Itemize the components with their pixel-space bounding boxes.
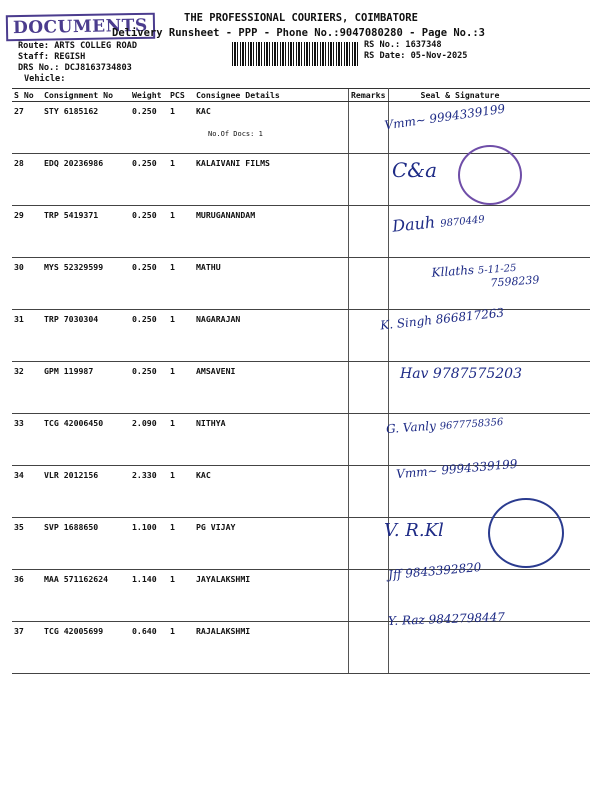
row-sno: 32	[12, 362, 42, 414]
row-remarks	[349, 206, 389, 258]
row-pcs: 1	[168, 466, 194, 518]
row-consignment: TRP 7030304	[42, 310, 130, 362]
row-pcs: 1	[168, 310, 194, 362]
row-sno: 33	[12, 414, 42, 466]
row-pcs: 1	[168, 154, 194, 206]
barcode	[232, 42, 358, 66]
row-signature	[388, 622, 590, 674]
row-consignment: STY 6185162	[42, 102, 130, 154]
row-remarks	[349, 362, 389, 414]
row-remarks	[349, 258, 389, 310]
row-remarks	[349, 466, 389, 518]
col-weight: Weight	[130, 89, 168, 102]
table-row	[12, 206, 590, 258]
col-consignee: Consignee Details	[194, 89, 349, 102]
row-weight: 2.090	[130, 414, 168, 466]
row-remarks	[349, 154, 389, 206]
signature-31: K. Singh 866817263	[379, 305, 505, 333]
row-consignment: GPM 119987	[42, 362, 130, 414]
signature-28: C&a	[392, 158, 438, 182]
row-pcs: 1	[168, 518, 194, 570]
col-pcs: PCS	[168, 89, 194, 102]
row-sno: 36	[12, 570, 42, 622]
row-sno: 28	[12, 154, 42, 206]
col-sno: S No	[12, 89, 42, 102]
row-consignee	[194, 102, 349, 154]
row-consignee: KAC	[194, 466, 349, 518]
row-pcs: 1	[168, 206, 194, 258]
company-name: THE PROFESSIONAL COURIERS, COIMBATORE	[184, 12, 418, 24]
row-sno: 31	[12, 310, 42, 362]
row-consignee: AMSAVENI	[194, 362, 349, 414]
row-consignee: RAJALAKSHMI	[194, 622, 349, 674]
signature-27: Vmm∼ 9994339199	[383, 101, 507, 133]
row-consignee: MATHU	[194, 258, 349, 310]
no-of-docs: No.Of Docs: 1	[208, 130, 263, 138]
signature-29: Dauh 9870449	[391, 211, 486, 236]
signature-30: Kllaths 5-11-25 7598239	[431, 262, 540, 290]
official-seal	[488, 498, 564, 568]
row-pcs: 1	[168, 258, 194, 310]
vehicle-label: Vehicle:	[24, 74, 66, 84]
row-consignment: VLR 2012156	[42, 466, 130, 518]
staff-label: Staff: REGISH	[18, 52, 86, 62]
signature-37: Y. Raz 9842798447	[387, 609, 506, 629]
row-pcs: 1	[168, 362, 194, 414]
signature-32: Hav 9787575203	[400, 366, 522, 382]
table-row	[12, 622, 590, 674]
row-remarks	[349, 570, 389, 622]
row-sno: 37	[12, 622, 42, 674]
row-pcs: 1	[168, 570, 194, 622]
row-sno: 29	[12, 206, 42, 258]
company-seal	[458, 145, 522, 205]
row-weight: 2.330	[130, 466, 168, 518]
row-weight: 1.100	[130, 518, 168, 570]
row-weight: 0.250	[130, 154, 168, 206]
row-pcs: 1	[168, 622, 194, 674]
row-weight: 0.250	[130, 206, 168, 258]
row-weight: 0.250	[130, 362, 168, 414]
row-consignee: JAYALAKSHMI	[194, 570, 349, 622]
row-consignment: EDQ 20236986	[42, 154, 130, 206]
row-remarks	[349, 622, 389, 674]
col-consignment: Consignment No	[42, 89, 130, 102]
signature-34: Vmm∼ 9994339199	[395, 456, 519, 482]
row-remarks	[349, 518, 389, 570]
row-consignment: MAA 571162624	[42, 570, 130, 622]
row-consignee: MURUGANANDAM	[194, 206, 349, 258]
col-seal: Seal & Signature	[388, 89, 590, 102]
row-consignment: SVP 1688650	[42, 518, 130, 570]
signature-35: V. R.Kl	[384, 520, 444, 541]
row-remarks	[349, 102, 389, 154]
documents-stamp: DOCUMENTS	[6, 13, 155, 42]
route-label: Route: ARTS COLLEG ROAD	[18, 41, 137, 51]
row-weight: 0.250	[130, 310, 168, 362]
row-weight: 0.250	[130, 258, 168, 310]
row-consignment: TCG 42005699	[42, 622, 130, 674]
rs-number: RS No.: 1637348	[364, 40, 442, 50]
row-weight: 0.640	[130, 622, 168, 674]
row-consignee: PG VIJAY	[194, 518, 349, 570]
signature-36: Jff 9843392820	[387, 559, 482, 583]
rs-date: RS Date: 05-Nov-2025	[364, 51, 468, 61]
runsheet-title: Delivery Runsheet - PPP - Phone No.:9047080280 - Page No.:3	[112, 27, 485, 39]
signature-33: G. Vanly 9677758356	[385, 416, 504, 437]
row-consignee: KALAIVANI FILMS	[194, 154, 349, 206]
row-consignee: NITHYA	[194, 414, 349, 466]
row-sno: 34	[12, 466, 42, 518]
table-header-row	[12, 89, 590, 102]
row-consignment: TCG 42006450	[42, 414, 130, 466]
col-remarks: Remarks	[349, 89, 389, 102]
row-consignment: MYS 52329599	[42, 258, 130, 310]
row-weight: 1.140	[130, 570, 168, 622]
row-pcs: 1	[168, 102, 194, 154]
drs-number: DRS No.: DCJ8163734803	[18, 63, 132, 73]
row-consignee: NAGARAJAN	[194, 310, 349, 362]
row-sno: 30	[12, 258, 42, 310]
row-sno: 35	[12, 518, 42, 570]
row-weight: 0.250	[130, 102, 168, 154]
consignee-name: KAC	[196, 106, 211, 116]
rs-meta	[364, 40, 467, 62]
row-remarks	[349, 414, 389, 466]
row-sno: 27	[12, 102, 42, 154]
row-pcs: 1	[168, 414, 194, 466]
row-consignment: TRP 5419371	[42, 206, 130, 258]
